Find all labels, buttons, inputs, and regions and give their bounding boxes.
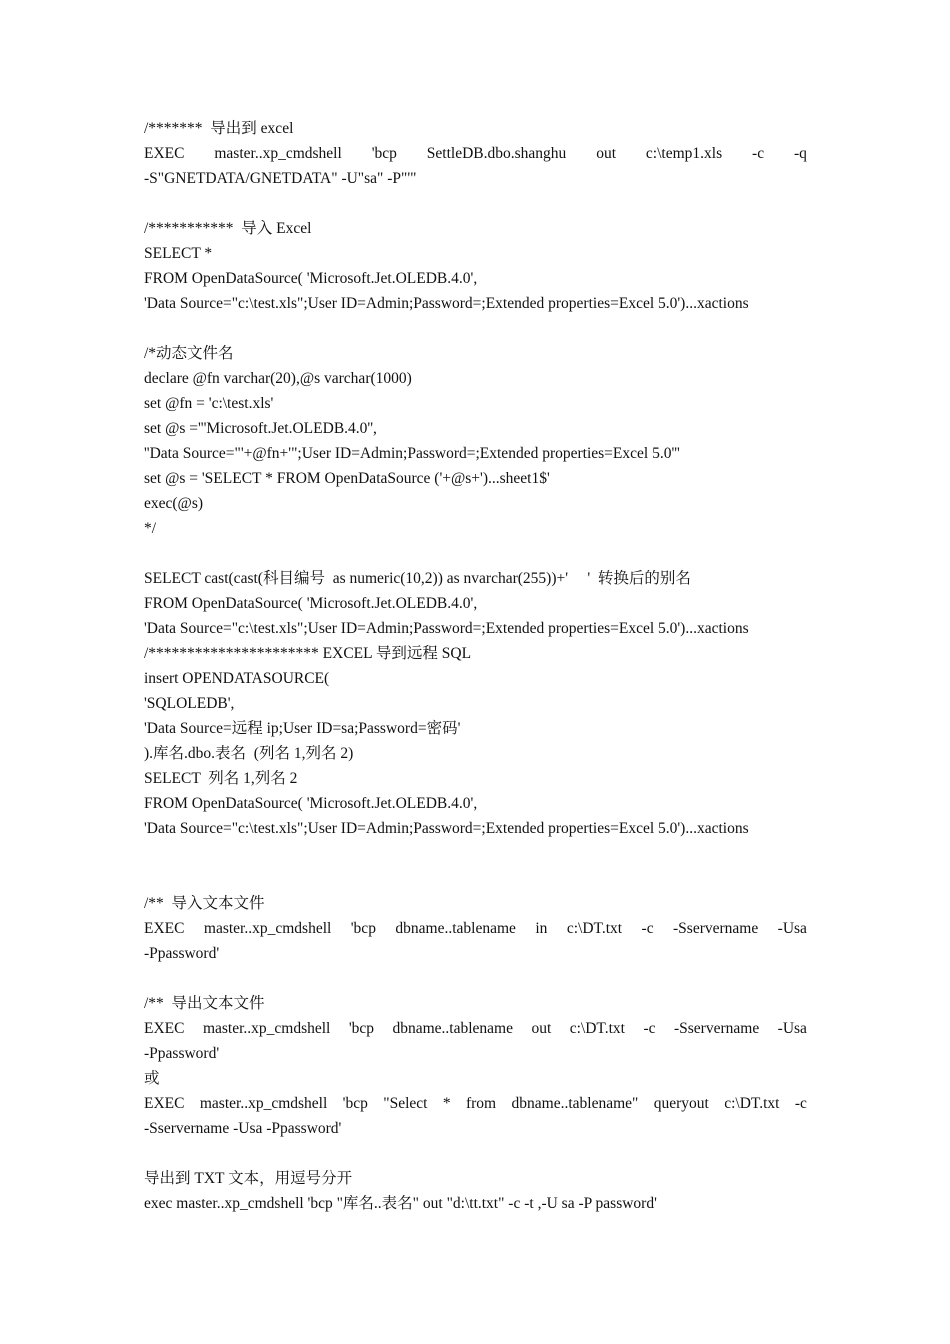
blank-line: [144, 191, 807, 216]
word: -Sservername: [673, 920, 759, 937]
text-line-justified: [144, 141, 807, 166]
word: master..xp_cmdshell: [214, 145, 342, 162]
word: c:\DT.txt: [724, 1095, 780, 1112]
text-line: SELECT cast(cast(科目编号 as numeric(10,2)) as nvarchar(255))+' ' 转换后的别名: [144, 570, 691, 587]
word: 'bcp: [350, 920, 376, 937]
text-line: */: [144, 520, 157, 537]
word: EXEC: [144, 1095, 185, 1112]
word: "Select: [383, 1095, 428, 1112]
text-line: SELECT 列名 1,列名 2: [144, 770, 298, 787]
word: c:\temp1.xls: [645, 145, 723, 162]
text-line: exec master..xp_cmdshell 'bcp "库名..表名" out "d:\tt.txt" -c -t ,-U sa -P password': [144, 1195, 657, 1212]
text-line: -S"GNETDATA/GNETDATA" -U"sa" -P"'": [144, 170, 417, 187]
text-line: /******* 导出到 excel: [144, 120, 294, 137]
blank-line: [144, 866, 807, 891]
word: -c: [643, 1020, 656, 1037]
word: from: [465, 1095, 497, 1112]
blank-line: [144, 541, 807, 566]
text-line: set @s = 'SELECT * FROM OpenDataSource ('+@s+')...sheet1$': [144, 470, 550, 487]
word: -c: [752, 145, 765, 162]
text-line: FROM OpenDataSource( 'Microsoft.Jet.OLEDB.4.0',: [144, 595, 478, 612]
text-line: FROM OpenDataSource( 'Microsoft.Jet.OLEDB.4.0',: [144, 270, 478, 287]
word: -c: [794, 1095, 807, 1112]
blank-line: [144, 966, 807, 991]
text-line: -Ppassword': [144, 1045, 220, 1062]
text-line: -Ppassword': [144, 945, 220, 962]
text-line: FROM OpenDataSource( 'Microsoft.Jet.OLEDB.4.0',: [144, 795, 478, 812]
word: master..xp_cmdshell: [199, 1095, 328, 1112]
word: dbname..tablename": [511, 1095, 639, 1112]
text-line: -Sservername -Usa -Ppassword': [144, 1120, 342, 1137]
word: EXEC: [144, 145, 185, 162]
word: SettleDB.dbo.shanghu: [426, 145, 567, 162]
blank-line: [144, 1141, 807, 1166]
word: EXEC: [144, 920, 185, 937]
text-line: 'Data Source="c:\test.xls";User ID=Admin;Password=;Extended properties=Excel 5.0')...xactions: [144, 620, 749, 637]
text-line: ).库名.dbo.表名 (列名 1,列名 2): [144, 745, 354, 762]
text-line: declare @fn varchar(20),@s varchar(1000): [144, 370, 412, 387]
blank-line: [144, 841, 807, 866]
word: -Sservername: [673, 1020, 760, 1037]
text-line: /********************** EXCEL 导到远程 SQL: [144, 645, 472, 662]
word: dbname..tablename: [395, 920, 516, 937]
text-line: 导出到 TXT 文本，用逗号分开: [144, 1170, 353, 1187]
word: out: [596, 145, 617, 162]
text-line: ''Data Source="'+@fn+'";User ID=Admin;Password=;Extended properties=Excel 5.0''': [144, 445, 680, 462]
text-line: /*********** 导入 Excel: [144, 220, 312, 237]
text-line-justified: [144, 1091, 807, 1116]
text-line: 'Data Source="c:\test.xls";User ID=Admin;Password=;Extended properties=Excel 5.0')...xactions: [144, 820, 749, 837]
text-line: 或: [144, 1070, 160, 1087]
word: 'bcp: [348, 1020, 375, 1037]
text-line-justified: [144, 916, 807, 941]
word: in: [535, 920, 548, 937]
word: master..xp_cmdshell: [203, 920, 332, 937]
text-line: SELECT *: [144, 245, 213, 262]
document-body: [144, 116, 807, 1216]
word: c:\DT.txt: [566, 920, 623, 937]
word: *: [442, 1095, 451, 1112]
word: -q: [793, 145, 807, 162]
word: queryout: [653, 1095, 709, 1112]
text-line: set @s ='''Microsoft.Jet.OLEDB.4.0'',: [144, 420, 377, 437]
word: EXEC: [144, 1020, 185, 1037]
word: -Usa: [777, 920, 807, 937]
word: 'bcp: [371, 145, 397, 162]
word: 'bcp: [342, 1095, 368, 1112]
text-line: insert OPENDATASOURCE(: [144, 670, 330, 687]
text-line: /** 导入文本文件: [144, 895, 265, 912]
text-line: set @fn = 'c:\test.xls': [144, 395, 274, 412]
word: -Usa: [777, 1020, 807, 1037]
text-line: /** 导出文本文件: [144, 995, 265, 1012]
text-line: exec(@s): [144, 495, 204, 512]
word: master..xp_cmdshell: [202, 1020, 331, 1037]
word: dbname..tablename: [392, 1020, 513, 1037]
text-line-justified: [144, 1016, 807, 1041]
text-line: 'Data Source=远程 ip;User ID=sa;Password=密码': [144, 720, 461, 737]
text-line: /*动态文件名: [144, 345, 234, 362]
text-line: 'Data Source="c:\test.xls";User ID=Admin;Password=;Extended properties=Excel 5.0')...xactions: [144, 295, 749, 312]
blank-line: [144, 316, 807, 341]
word: out: [531, 1020, 552, 1037]
word: c:\DT.txt: [569, 1020, 625, 1037]
text-line: 'SQLOLEDB',: [144, 695, 235, 712]
word: -c: [641, 920, 654, 937]
